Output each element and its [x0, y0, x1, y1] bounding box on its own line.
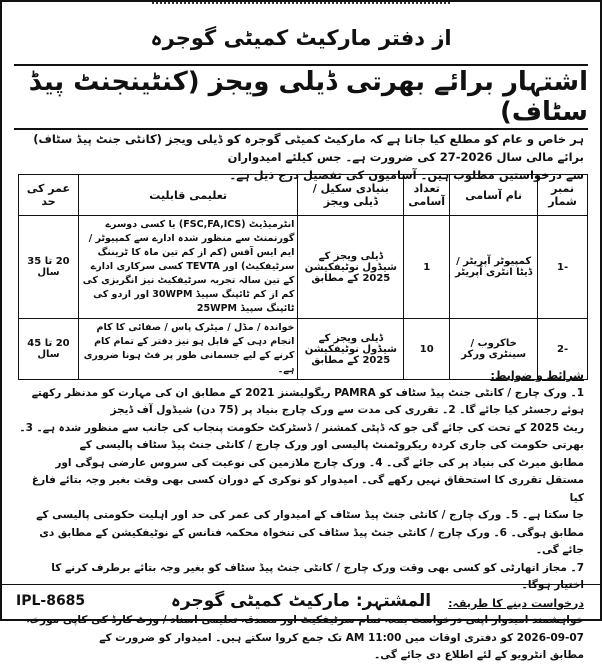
cell-post: خاکروب / سینٹری ورکر: [450, 319, 538, 380]
cell-count: 10: [404, 319, 450, 380]
terms-line: ریٹ 2025 کے تحت کی جائے گی جو کہ ڈپٹی کمشنر / ڈسٹرکٹ حکومت پنجاب کی جانب سے منظور شدہ ہے۔ 3۔ بھرتی حکومت کی جاری کردہ ریکروٹمنٹ پالیسی اور ورک چارج / کانٹی جنٹ پیڈ سٹاف پالیسی کے: [19, 421, 584, 451]
header-serial: نمبر شمار: [538, 175, 588, 216]
terms-section: [18, 367, 584, 665]
title-banner: [14, 64, 588, 130]
cell-serial: -1: [538, 216, 588, 319]
terms-line: جا سکتا ہے۔ 5۔ ورک چارج / کانٹی جنٹ پیڈ سٹاف کے امیدوار کی عمر کی حد اور اہلیت حکومتی پالیسی کے مطابق ہوگی۔ 6۔ ورک چارج / کانٹی جنٹ پیڈ سٹاف کی تنخواہ محکمہ فنانس کے نوٹیفکیشن کے مطابق دی جائے گی۔: [36, 509, 584, 556]
apply-line: مطابق انٹرویو کے لئے اطلاع دی جائے گی۔: [374, 649, 584, 661]
top-dotted-rule: [152, 2, 450, 8]
cell-serial: -2: [538, 319, 588, 380]
advertisement-title: اشتہار برائے بھرتی ڈیلی ویجز (کنٹینجنٹ پیڈ سٹاف): [28, 67, 588, 127]
header-age: عمر کی حد: [19, 175, 79, 216]
cell-scale: ڈیلی ویجز کے شیڈول نوٹیفکیشن 2025 کے مطابق: [298, 319, 404, 380]
posts-table: [18, 174, 588, 380]
header-count: تعداد آسامی: [404, 175, 450, 216]
table-header-row: [19, 175, 588, 216]
advertiser-name: المشتہر: مارکیٹ کمیٹی گوجرہ: [170, 591, 432, 611]
terms-line: 1۔ ورک چارج / کانٹی جنٹ پیڈ سٹاف کو PAMRA ریگولیشنز 2021 کے مطابق ان کی مہارت کو مدنظر رکھتے ہوئے رجسٹر کیا جائے گا۔ 2۔ تقرری کی مدت سے ورک چارج بنیاد پر (75 دن) شیڈول آف ڈیجز: [31, 386, 584, 416]
terms-line: مطابق میرٹ کی بنیاد پر کی جائے گی۔ 4۔ ورک چارج ملازمین کی نوعیت کی سروس عارضی ہوگی اور مستقل تقرری کا استحقاق نہیں رکھے گی۔ امیدوار کو نوکری کے دوران کسی بھی وقت بغیر وجہ بتائے فارغ کیا: [31, 456, 584, 504]
intro-line: ہر خاص و عام کو مطلع کیا جاتا ہے کہ مارکیٹ کمیٹی گوجرہ کو ڈیلی ویجز (کانٹی جنٹ پیڈ سٹاف) برائے مالی سال 2026-27 کی ضرورت ہے۔ جس کیلئے امیدواران: [33, 132, 584, 164]
office-heading: از دفتر مارکیٹ کمیٹی گوجرہ: [150, 26, 452, 50]
header-qualification: تعلیمی قابلیت: [78, 175, 297, 216]
cell-post: کمپیوٹر آپریٹر / ڈیٹا انٹری آپریٹر: [450, 216, 538, 319]
cell-count: 1: [404, 216, 450, 319]
terms-heading: شرائط و ضوابط:: [490, 369, 584, 382]
apply-line: خواہشمند امیدوار اپنی درخواست بمعہ تمام سرٹیفکیٹ اور مصدقہ تعلیمی اسناد / وزٹ کارڈ کی کاپی مورخہ 07-09-2026 کو دفتری اوقات میں 11:00 AM تک جمع کروا سکتے ہیں۔ امیدوار کو ضرورت کے: [26, 614, 584, 644]
header-post: نام آسامی: [450, 175, 538, 216]
intro-line: سے درخواستیں مطلوب ہیں۔ آسامیوں کی تفصیل درج ذیل ہے۔: [229, 168, 584, 182]
cell-qualification: خواندہ / مڈل / میٹرک پاس / صفائی کا کام انجام دہی کے قابل ہو نیز دفتر کے تمام کام کرنے کے لیے جسمانی طور پر فٹ ہونا ضروری ہے۔: [78, 319, 297, 380]
header-scale: بنیادی سکیل / ڈیلی ویجز: [298, 175, 404, 216]
cell-scale: ڈیلی ویجز کے شیڈول نوٹیفکیشن 2025 کے مطابق: [298, 216, 404, 319]
apply-heading: درخواست دینے کا طریقہ:: [448, 596, 584, 610]
terms-line: 7۔ مجاز اتھارٹی کو کسی بھی وقت ورک چارج / کانٹی جنٹ پیڈ سٹاف کو بغیر وجہ بتائے برطرف کرنے کا اختیار ہوگا۔: [51, 561, 584, 591]
footer-bar: [2, 584, 600, 619]
cell-age: 20 تا 35 سال: [19, 216, 79, 319]
reference-number: IPL-8685: [16, 593, 86, 609]
cell-age: 20 تا 45 سال: [19, 319, 79, 380]
table-row: [19, 216, 588, 319]
cell-qualification: انٹرمیڈیٹ (FSC,FA,ICS) یا کسی دوسرے گورنمنٹ سے منظور شدہ ادارے سے کمپیوٹر / ایم ایس آفس (کم از کم تین ماہ کا ٹریننگ سرٹیفکیٹ) اور TEVTA کسی سرکاری ادارے کے تین سالہ تجربہ سرٹیفکیٹ نیز انگریزی کی کم از کم ٹائپنگ سپیڈ 30WPM اور اردو کی ٹائپنگ سپیڈ 25WPM: [78, 216, 297, 319]
